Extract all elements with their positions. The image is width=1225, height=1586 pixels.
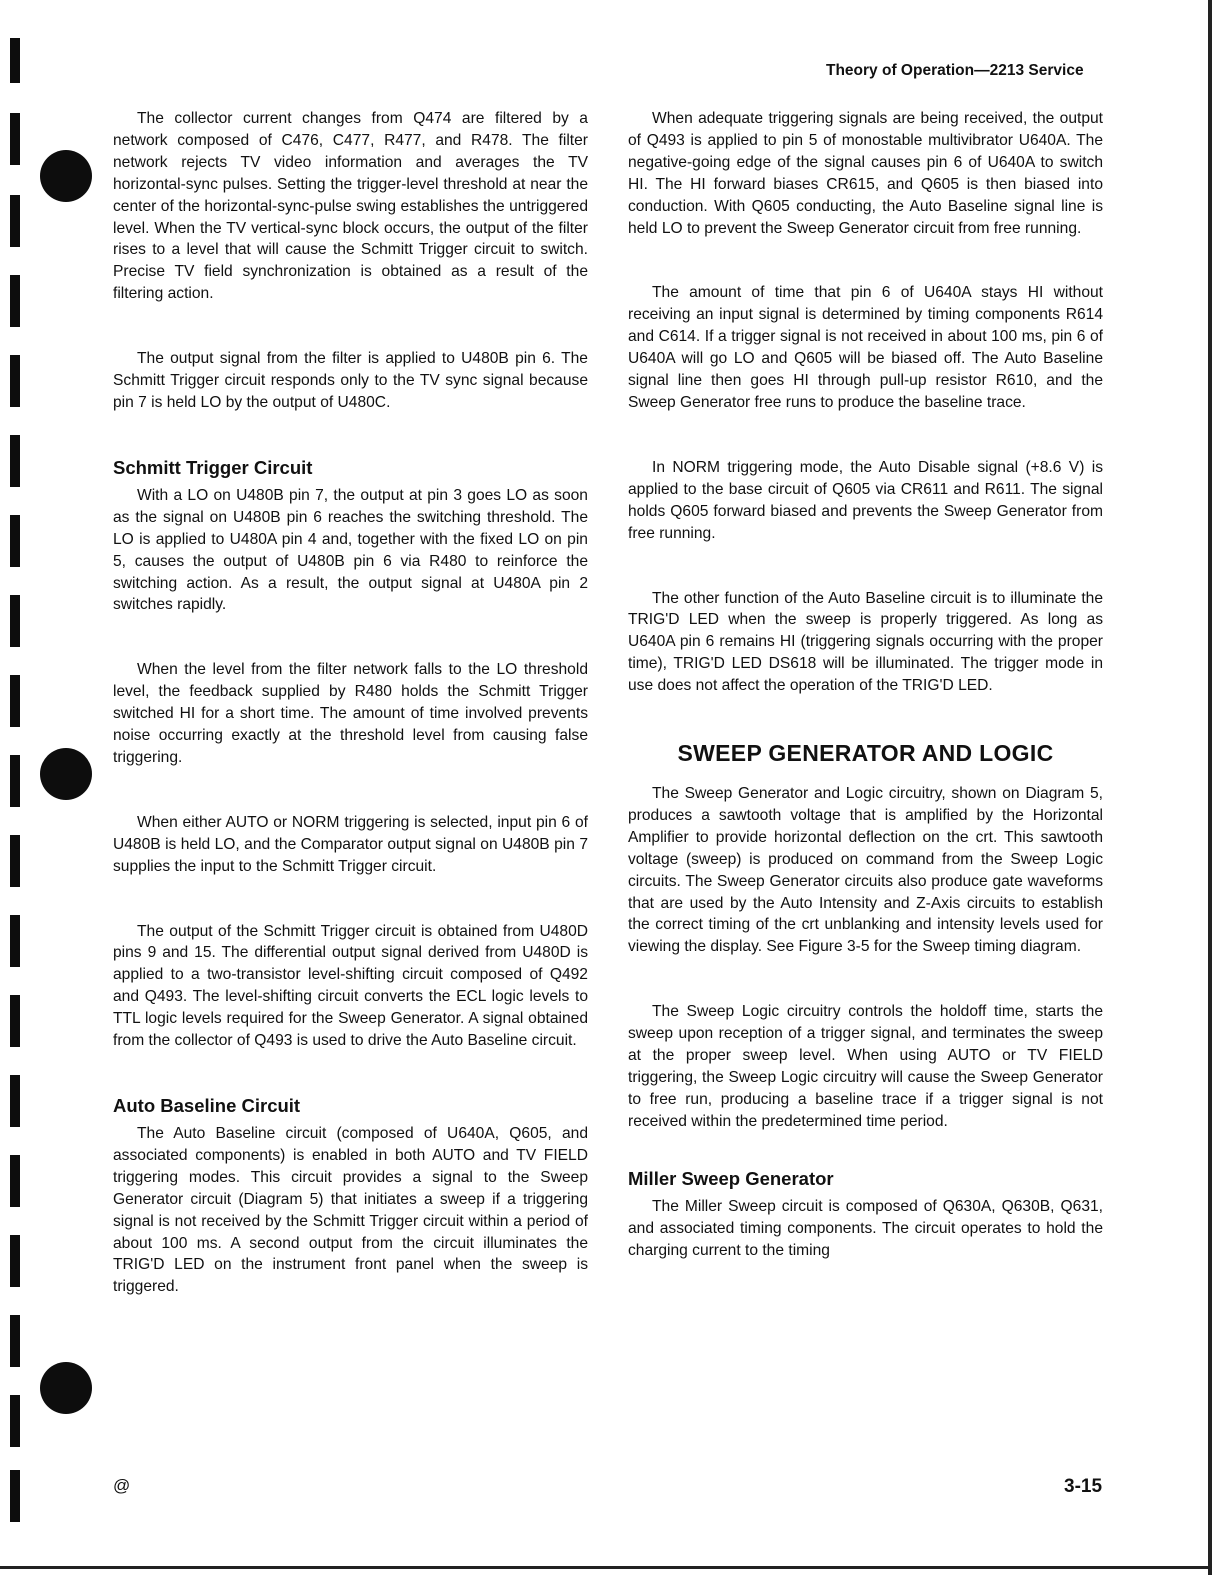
paragraph: When adequate triggering signals are being received, the output of Q493 is applied to pin 5 of monostable multivibrator U640A. The negative-going edge of the signal causes pin 6 of U640A to switch HI. The HI forward biases CR615, and Q605 is then biased into conduction. With Q605 conducting, the Auto Baseline signal line is held LO to prevent the Sweep Generator circuit from free running. bbox=[628, 110, 1103, 237]
paragraph: The amount of time that pin 6 of U640A stays HI without receiving an input signal is determined by timing components R614 and C614. If a trigger signal is not received in about 100 ms, pin 6 of U640A will go LO and Q605 will be biased off. The Auto Baseline signal line then goes HI through pull-up resistor R610, and the Sweep Generator free runs to produce the baseline trace. bbox=[628, 284, 1103, 411]
paragraph: When the level from the filter network falls to the LO threshold level, the feedback supplied by R480 holds the Schmitt Trigger switched HI for a short time. The amount of time involved prevents noise occurring exactly at the threshold level from causing false triggering. bbox=[113, 661, 588, 766]
right-column bbox=[628, 108, 1103, 1261]
binding-mark bbox=[10, 675, 20, 727]
binding-mark bbox=[10, 38, 20, 83]
paragraph: The output of the Schmitt Trigger circuit is obtained from U480D pins 9 and 15. The differential output signal derived from U480D is applied to a two-transistor level-shifting circuit composed of Q492 and Q493. The level-shifting circuit converts the ECL logic levels to TTL logic levels required for the Sweep Generator. A signal obtained from the collector of Q493 is used to drive the Auto Baseline circuit. bbox=[113, 922, 588, 1050]
binding-mark bbox=[10, 835, 20, 887]
paragraph: When either AUTO or NORM triggering is selected, input pin 6 of U480B is held LO, and the Comparator output signal on U480B pin 7 supplies the input to the Schmitt Trigger circuit. bbox=[113, 813, 588, 875]
running-header: Theory of Operation—2213 Service bbox=[826, 62, 1084, 79]
binding-mark bbox=[10, 435, 20, 487]
binding-mark bbox=[10, 195, 20, 247]
binding-mark bbox=[10, 1155, 20, 1207]
binding-mark bbox=[10, 113, 20, 165]
section-heading-schmitt-trigger: Schmitt Trigger Circuit bbox=[113, 456, 313, 478]
binding-mark bbox=[10, 515, 20, 567]
paragraph: With a LO on U480B pin 7, the output at pin 3 goes LO as soon as the signal on U480B pin 6 reaches the switching threshold. The LO is applied to U480A pin 4 and, together with the fixed LO on pin 5, causes the output of U480B pin 6 via R480 to reinforce the switching action. As a result, the output signal at U480A pin 2 switches rapidly. bbox=[113, 486, 588, 614]
paragraph: The Miller Sweep circuit is composed of Q630A, Q630B, Q631, and associated timing components. The circuit operates to hold the charging current to the timing bbox=[628, 1197, 1103, 1259]
section-heading-sweep-generator: SWEEP GENERATOR AND LOGIC bbox=[677, 740, 1054, 767]
paragraph: The collector current changes from Q474 are filtered by a network composed of C476, C477, R477, and R478. The filter network rejects TV video information and averages the TV horizontal-sync pulses. Setting the trigger-level threshold at near the center of the horizontal-sync-pulse swing establishes the untriggered level. When the TV vertical-sync block occurs, the output of the filter rises to a level that will cause the Schmitt Trigger circuit to switch. Precise TV field synchronization is obtained as a result of the filtering action. bbox=[113, 110, 588, 303]
paragraph: The other function of the Auto Baseline circuit is to illuminate the TRIG'D LED when the sweep is properly triggered. As long as U640A pin 6 remains HI (triggering signals occurring with the proper time), TRIG'D LED DS618 will be illuminated. The trigger mode in use does not affect the operation of the TRIG'D LED. bbox=[628, 589, 1103, 695]
paragraph: The Sweep Logic circuitry controls the holdoff time, starts the sweep upon reception of a trigger signal, and terminates the sweep at the proper sweep level. When using AUTO or TV FIELD triggering, the Sweep Logic circuitry will cause the Sweep Generator to free run, producing a baseline trace if a trigger signal is not received within the predetermined time period. bbox=[628, 1003, 1103, 1130]
paragraph: The output signal from the filter is applied to U480B pin 6. The Schmitt Trigger circuit responds only to the TV sync signal because pin 7 is held LO by the output of U480C. bbox=[113, 350, 588, 411]
page-edge-right bbox=[1208, 0, 1212, 1575]
page-number: 3-15 bbox=[1064, 1476, 1103, 1497]
binding-mark bbox=[10, 1395, 20, 1447]
binding-mark bbox=[10, 595, 20, 647]
binding-mark bbox=[10, 755, 20, 807]
footer-symbol: @ bbox=[113, 1476, 131, 1495]
punch-hole bbox=[40, 748, 92, 800]
punch-hole bbox=[40, 150, 92, 202]
binding-mark bbox=[10, 1075, 20, 1127]
paragraph: The Sweep Generator and Logic circuitry, shown on Diagram 5, produces a sawtooth voltage that is amplified by the Horizontal Amplifier to provide horizontal deflection on the crt. This sawtooth voltage (sweep) is produced on command from the Sweep Logic circuits. The Sweep Generator circuits also produce gate waveforms that are used by the Auto Intensity and Z-Axis circuits to establish the correct timing of the crt unblanking and intensity levels used for viewing the display. See Figure 3-5 for the Sweep timing diagram. bbox=[628, 785, 1103, 956]
binding-mark bbox=[10, 1470, 20, 1522]
section-heading-auto-baseline: Auto Baseline Circuit bbox=[113, 1095, 301, 1116]
section-heading-miller-sweep: Miller Sweep Generator bbox=[628, 1167, 834, 1189]
paragraph: In NORM triggering mode, the Auto Disable signal (+8.6 V) is applied to the base circuit of Q605 via CR611 and R611. The signal holds Q605 forward biased and prevents the Sweep Generator from free running. bbox=[628, 458, 1103, 542]
left-column bbox=[113, 108, 588, 1298]
binding-mark bbox=[10, 355, 20, 407]
binding-mark bbox=[10, 275, 20, 327]
binding-mark bbox=[10, 995, 20, 1047]
paragraph: The Auto Baseline circuit (composed of U640A, Q605, and associated components) is enabled in both AUTO and TV FIELD triggering modes. This circuit provides a signal to the Sweep Generator circuit (Diagram 5) that initiates a sweep if a triggering signal is not received by the Schmitt Trigger circuit within a period of about 100 ms. A second output from the circuit illuminates the TRIG'D LED on the instrument front panel when the sweep is triggered. bbox=[113, 1125, 588, 1296]
page-edge-bottom bbox=[0, 1566, 1212, 1569]
binding-mark bbox=[10, 1235, 20, 1287]
punch-hole bbox=[40, 1362, 92, 1414]
binding-mark bbox=[10, 1315, 20, 1367]
binding-mark bbox=[10, 915, 20, 967]
